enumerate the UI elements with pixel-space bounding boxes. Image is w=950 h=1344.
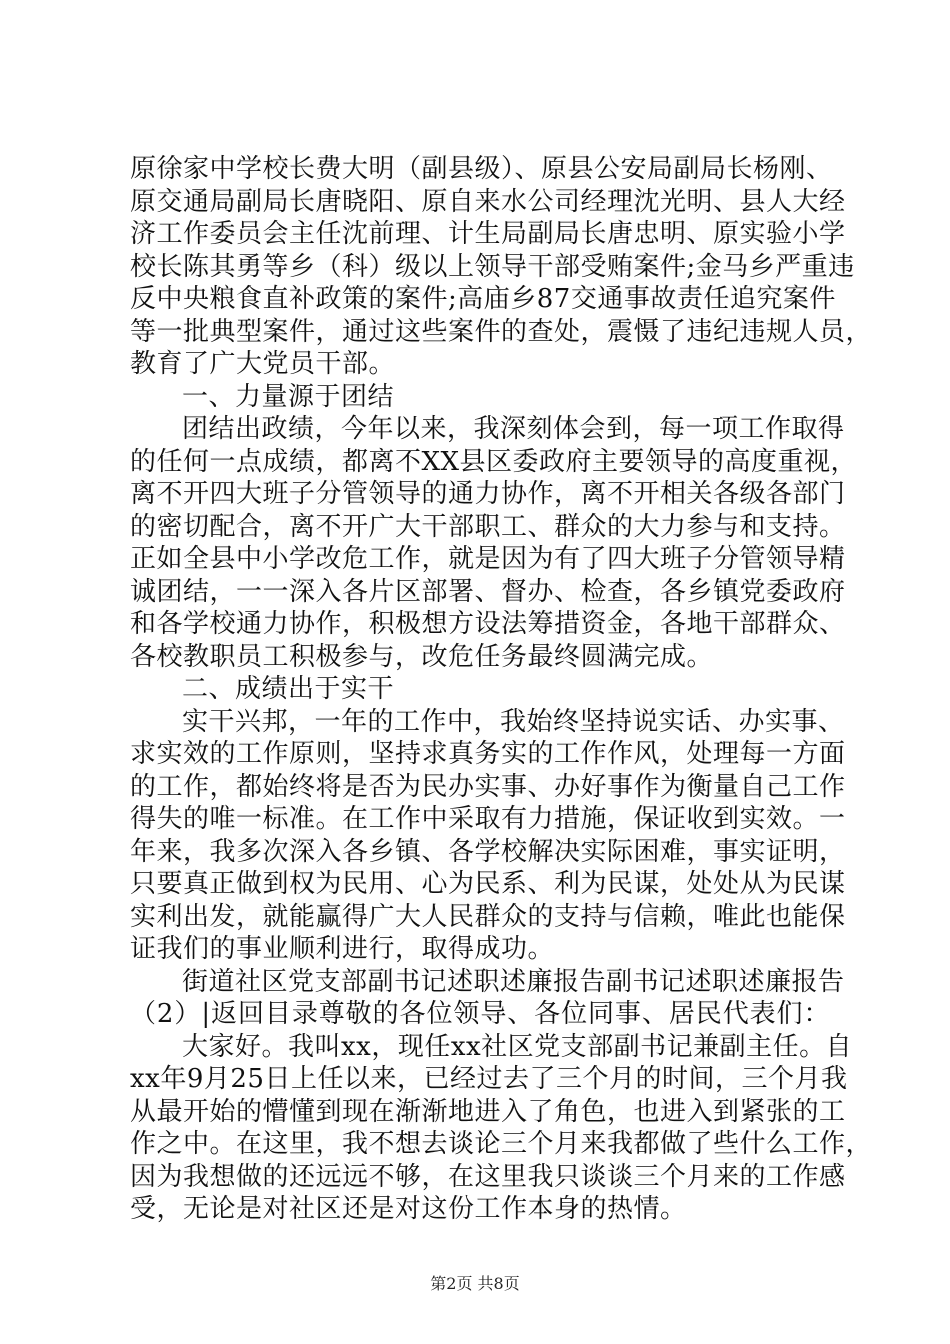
text-line: 团结出政绩，今年以来，我深刻体会到，每一项工作取得 [182,414,845,444]
text-line: 大家好。我叫xx，现任xx社区党支部副书记兼副主任。自 [182,1031,853,1062]
text-line: 的工作，都始终将是否为民办实事、办好事作为衡量自己工作 [130,771,846,802]
text-line: （2）|返回目录尊敬的各位领导、各位同事、居民代表们： [130,999,830,1029]
text-line: 等一批典型案件，通过这些案件的查处，震慑了违纪违规人员， [130,316,873,347]
text-line: 从最开始的懵懂到现在渐渐地进入了角色，也进入到紧张的工 [130,1096,846,1127]
text-line: 街道社区党支部副书记述职述廉报告副书记述职述廉报告 [182,966,845,997]
text-line: 校长陈其勇等乡（科）级以上领导干部受贿案件;金马乡严重违 [130,251,855,282]
text-line: 求实效的工作原则，坚持求真务实的工作作风，处理每一方面 [130,739,846,769]
text-line: 反中央粮食直补政策的案件;高庙乡87交通事故责任追究案件 [130,284,836,314]
text-line: 济工作委员会主任沈前理、计生局副局长唐忠明、原实验小学 [130,219,846,249]
text-line: 各校教职员工积极参与，改危任务最终圆满完成。 [130,641,714,672]
text-line: 的密切配合，离不开广大干部职工、群众的大力参与和支持。 [130,511,846,542]
text-line: 和各学校通力协作，积极想方设法筹措资金，各地干部群众、 [130,609,846,639]
text-line: 离不开四大班子分管领导的通力协作，离不开相关各级各部门 [130,479,846,509]
text-line: 受，无论是对社区还是对这份工作本身的热情。 [130,1194,687,1224]
text-line: 诚团结，一一深入各片区部署、督办、检查，各乡镇党委政府 [130,576,846,607]
section-heading: 二、成绩出于实干 [182,674,395,704]
document-body [130,153,873,1226]
page-number-footer: 第2页 共8页 [430,1274,520,1293]
text-line: 实干兴邦，一年的工作中，我始终坚持说实话、办实事、 [182,706,845,737]
text-line: 因为我想做的还远远不够，在这里我只谈谈三个月来的工作感 [130,1161,846,1192]
text-line: 实利出发，就能赢得广大人民群众的支持与信赖，唯此也能保 [130,901,846,932]
text-line: 只要真正做到权为民用、心为民系、利为民谋，处处从为民谋 [130,869,846,899]
text-line: 的任何一点成绩，都离不XX县区委政府主要领导的高度重视， [130,446,858,477]
text-line: 作之中。在这里，我不想去谈论三个月来我都做了些什么工作， [130,1129,873,1159]
text-line: 教育了广大党员干部。 [130,349,396,379]
text-line: 证我们的事业顺利进行，取得成功。 [130,934,555,964]
text-line: 年来，我多次深入各乡镇、各学校解决实际困难，事实证明， [130,836,846,867]
text-line: xx年9月25日上任以来，已经过去了三个月的时间，三个月我 [130,1064,848,1094]
section-heading: 一、力量源于团结 [182,381,395,412]
text-line: 得失的唯一标准。在工作中采取有力措施，保证收到实效。一 [130,804,846,834]
text-line: 原徐家中学校长费大明（副县级）、原县公安局副局长杨刚、 [130,154,833,184]
text-line: 正如全县中小学改危工作，就是因为有了四大班子分管领导精 [130,544,846,574]
text-line: 原交通局副局长唐晓阳、原自来水公司经理沈光明、县人大经 [130,186,846,217]
